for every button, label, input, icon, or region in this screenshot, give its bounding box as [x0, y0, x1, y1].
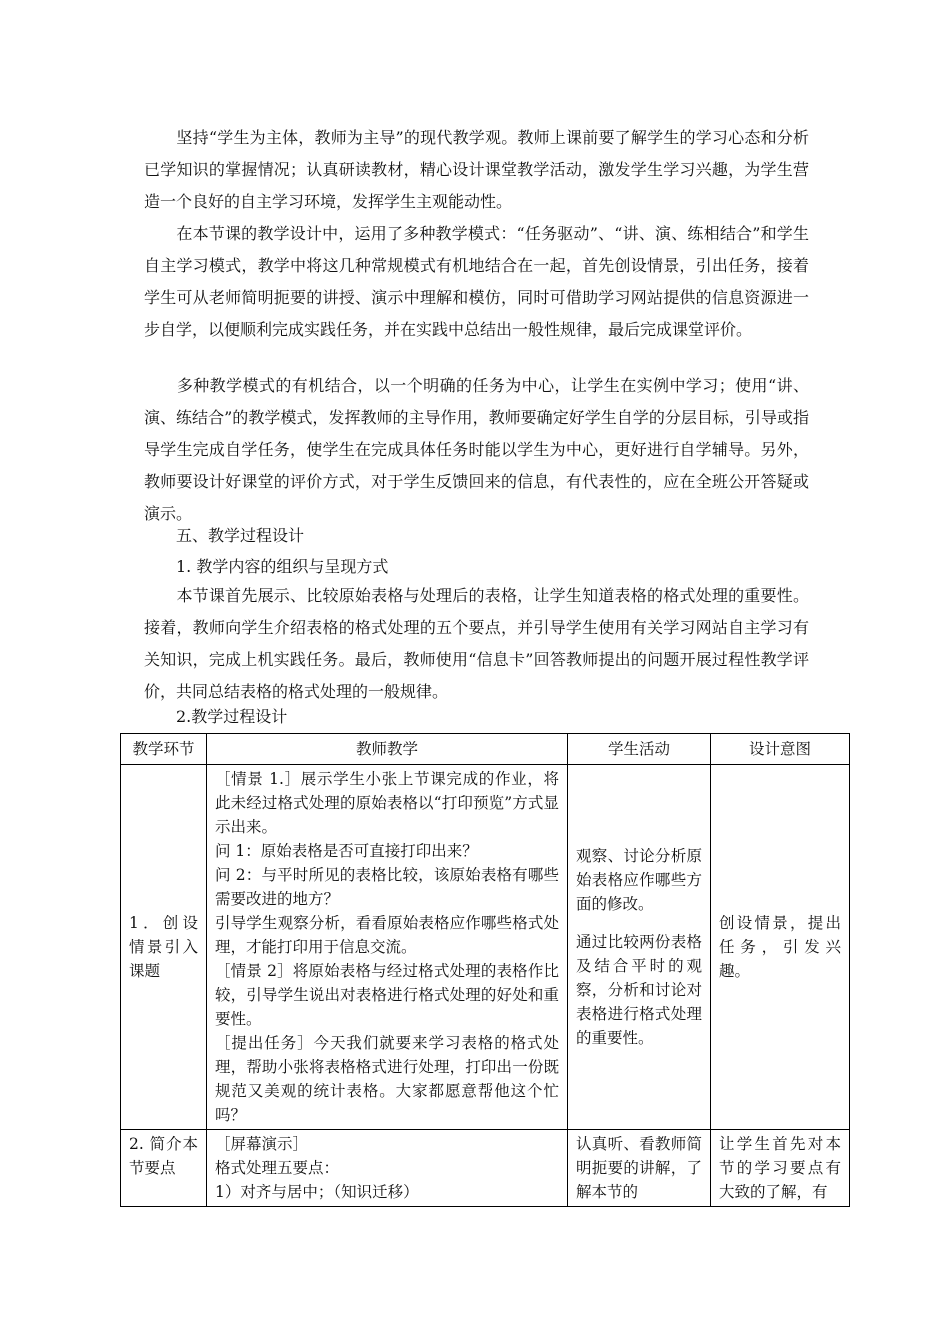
row1-intent: 创设情景，提出任务，引发兴趣。	[711, 765, 850, 1130]
paragraph-1: 坚持“学生为主体，教师为主导”的现代教学观。教师上课前要了解学生的学习心态和分析已学知识的掌握情况；认真研读教材，精心设计课堂教学活动，激发学生学习兴趣，为学生营造一个良好的自主学习环境，发挥学生主观能动性。	[144, 128, 809, 211]
row1-teacher-line: ［情景 1.］展示学生小张上节课完成的作业，将此未经过格式处理的原始表格以“打印预览”方式显示出来。	[215, 770, 559, 836]
row2-student: 认真听、看教师简明扼要的讲解，了解本节的	[568, 1130, 711, 1207]
row1-student-gap	[576, 916, 702, 930]
paragraph-3: 多种教学模式的有机结合，以一个明确的任务为中心，让学生在实例中学习；使用“讲、演、练结合”的教学模式，发挥教师的主导作用，教师要确定好学生自学的分层目标，引导或指导学生完成自学任务，使学生在完成具体任务时能以学生为中心，更好进行自学辅导。另外，教师要设计好课堂的评价方式，对于学生反馈回来的信息，有代表性的，应在全班公开答疑或演示。	[144, 376, 809, 523]
teaching-process-table	[120, 733, 850, 1207]
header-intent: 设计意图	[711, 734, 850, 765]
row1-teacher-line: 问 1：原始表格是否可直接打印出来？	[215, 842, 478, 860]
table-row	[121, 1130, 850, 1207]
row2-teacher-line: 格式处理五要点：	[215, 1159, 340, 1177]
paragraph-2: 在本节课的教学设计中，运用了多种教学模式：“任务驱动”、“讲、演、练相结合”和学生自主学习模式，教学中将这几种常规模式有机地结合在一起，首先创设情景，引出任务，接着学生可从老师简明扼要的讲授、演示中理解和模仿，同时可借助学习网站提供的信息资源进一步自学，以便顺利完成实践任务，并在实践中总结出一般性规律，最后完成课堂评价。	[144, 224, 809, 339]
subsection1-paragraph: 本节课首先展示、比较原始表格与处理后的表格，让学生知道表格的格式处理的重要性。接着，教师向学生介绍表格的格式处理的五个要点，并引导学生使用有关学习网站自主学习有关知识，完成上机实践任务。最后，教师使用“信息卡”回答教师提出的问题开展过程性教学评价，共同总结表格的格式处理的一般规律。	[144, 586, 809, 701]
row1-teacher-line: ［情景 2］将原始表格与经过格式处理的表格作比较，引导学生说出对表格进行格式处理的好处和重要性。	[215, 962, 559, 1028]
row1-teacher-line: 问 2：与平时所见的表格比较，该原始表格有哪些需要改进的地方？	[215, 866, 559, 908]
row2-teacher-line: 1）对齐与居中；（知识迁移）	[215, 1183, 419, 1201]
row1-student-line: 通过比较两份表格及结合平时的观察，分析和讨论对表格进行格式处理的重要性。	[576, 933, 702, 1047]
row2-intent: 让学生首先对本节的学习要点有大致的了解，有	[711, 1130, 850, 1207]
row1-stage: 1．创设情景引入课题	[121, 765, 207, 1130]
row1-teacher-line: 引导学生观察分析，看看原始表格应作哪些格式处理，才能打印用于信息交流。	[215, 914, 559, 956]
row1-student-line: 观察、讨论分析原始表格应作哪些方面的修改。	[576, 847, 702, 913]
row1-teacher-line: ［提出任务］今天我们就要来学习表格的格式处理，帮助小张将表格格式进行处理，打印出一份既规范又美观的统计表格。大家都愿意帮他这个忙吗？	[215, 1034, 559, 1124]
subsection2-heading: 2.教学过程设计	[176, 707, 288, 726]
subsection1-heading: 1. 教学内容的组织与呈现方式	[176, 557, 389, 576]
table-header-row	[121, 734, 850, 765]
row2-teacher-line: ［屏幕演示］	[215, 1135, 309, 1153]
header-student: 学生活动	[568, 734, 711, 765]
row1-teacher	[207, 765, 568, 1130]
table-row	[121, 765, 850, 1130]
row2-stage: 2. 简介本节要点	[121, 1130, 207, 1207]
header-teacher: 教师教学	[207, 734, 568, 765]
row1-student	[568, 765, 711, 1130]
header-stage: 教学环节	[121, 734, 207, 765]
section5-heading: 五、教学过程设计	[176, 526, 305, 545]
row2-teacher	[207, 1130, 568, 1207]
